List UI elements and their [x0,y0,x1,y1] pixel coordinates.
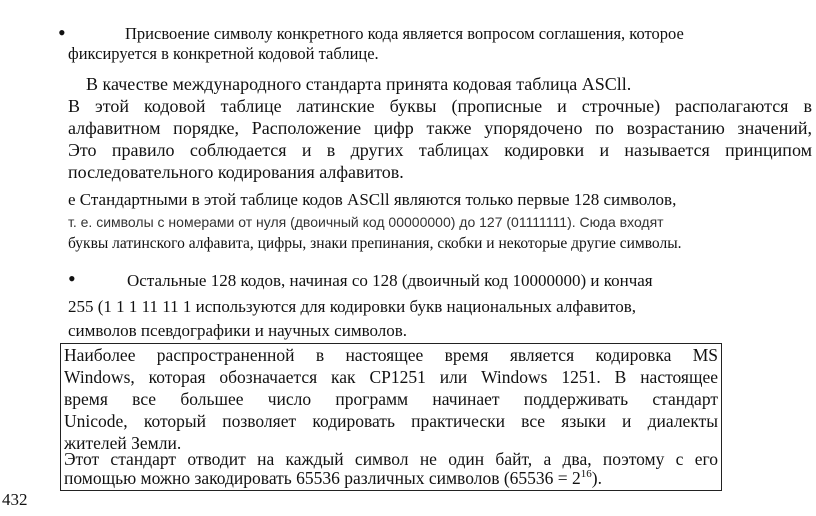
box-line-3: время все большее число программ начинает поддерживать стандарт [64,389,718,409]
ascii-line-4: Это правило соблюдается и в других таблицах кодировки и называется принципом [68,140,812,160]
remaining-line-2: 255 (1 1 1 11 11 1 используются для кодировки букв национальных алфавитов, [68,297,636,316]
box-line-4: Unicode, который позволяет кодировать практически все языки и диалекты [64,411,718,431]
box-line-7-main: помощью можно закодировать 65536 различных символов (65536 = 2 [64,468,581,488]
box-line-5: жителей Земли. [64,433,182,453]
bullet-1: • [58,20,66,45]
bullet-2: • [68,266,76,291]
box-line-1: Наиболее распространенной в настоящее время является кодировка MS [64,345,718,365]
box-line-7-end: ). [591,468,602,488]
box-line-2: Windows, которая обозначается как CP1251 или Windows 1251. В настоящее [64,367,718,387]
ascii-line-5: последовательного кодирования алфавитов. [68,162,404,182]
standard-line-2: т. е. символы с номерами от нуля (двоичный код 00000000) до 127 (01111111). Сюда входят [68,214,664,230]
ascii-line-2: В этой кодовой таблице латинские буквы (прописные и строчные) располагаются в [68,96,812,116]
exponent: 16 [580,468,592,481]
ascii-line-3: алфавитном порядке, Расположение цифр также упорядочено по возрастанию значений, [68,118,812,138]
standard-line-1: е Стандартными в этой таблице кодов ASCll являются только первые 128 символов, [68,190,677,209]
top-line-2: фиксируется в конкретной кодовой таблице. [68,44,379,63]
remaining-line-1: Остальные 128 кодов, начиная со 128 (двоичный код 10000000) и кончая [127,271,653,290]
ascii-line-1: В качестве международного стандарта принята кодовая таблица ASCll. [86,74,632,94]
page-number: 432 [2,490,28,509]
box-line-6: Этот стандарт отводит на каждый символ не один байт, а два, поэтому с его [64,449,718,469]
top-line-1: Присвоение символу конкретного кода является вопросом соглашения, которое [125,24,684,43]
remaining-line-3: символов псевдографики и научных символов. [68,321,408,340]
box-line-7 [64,468,602,489]
unicode-box [60,343,722,491]
standard-line-3: буквы латинского алфавита, цифры, знаки препинания, скобки и некоторые другие символы. [68,235,682,252]
